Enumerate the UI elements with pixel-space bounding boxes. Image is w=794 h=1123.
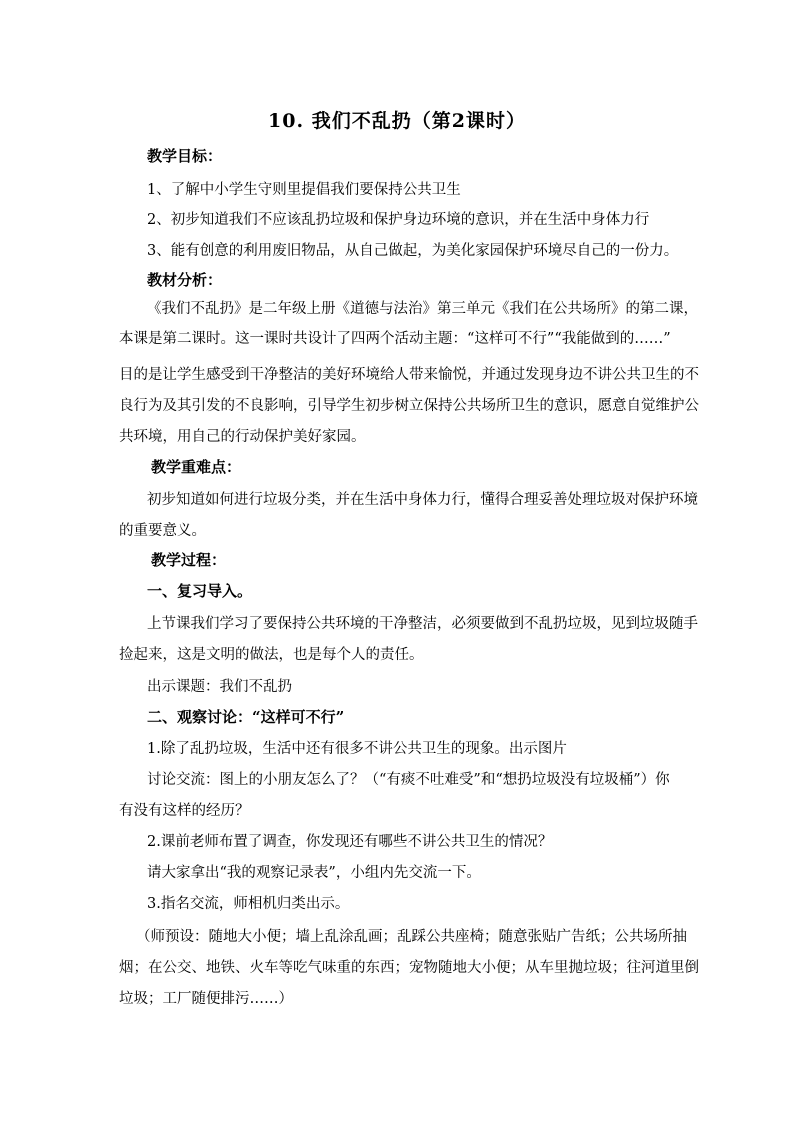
goal-item: 2、初步知道我们不应该乱扔垃圾和保护身边环境的意识，并在生活中身体力行: [147, 212, 650, 228]
analysis-line: 本课是第二课时。这一课时共设计了四两个活动主题：“这样可不行”“我能做到的……”: [119, 331, 671, 347]
section1-line: 上节课我们学习了要保持公共环境的干净整洁，必须要做到不乱扔垃圾，见到垃圾随手: [147, 616, 698, 632]
analysis-heading: 教材分析：: [147, 271, 223, 289]
key-points-heading: 教学重难点：: [151, 458, 242, 476]
section2-line: 3.指名交流，师相机归类出示。: [147, 896, 350, 912]
goal-item: 1、了解中小学生守则里提倡我们要保持公共卫生: [147, 182, 461, 198]
section2-heading: 二、观察讨论：“这样可不行”: [147, 708, 345, 726]
key-points-line: 的重要意义。: [119, 523, 206, 539]
section2-line: 2.课前老师布置了调查，你发现还有哪些不讲公共卫生的情况？: [147, 834, 553, 850]
analysis-line: 《我们不乱扔》是二年级上册《道德与法治》第三单元《我们在公共场所》的第二课，: [147, 301, 698, 317]
section2-line: 有没有这样的经历？: [119, 803, 250, 819]
document-title: 10. 我们不乱扔（第2课时）: [268, 110, 526, 132]
section1-heading: 一、复习导入。: [147, 582, 253, 600]
section2-line: 垃圾；工厂随便排污……）: [119, 991, 293, 1007]
process-heading: 教学过程：: [151, 551, 227, 569]
analysis-line: 目的是让学生感受到干净整洁的美好环境给人带来愉悦，并通过发现身边不讲公共卫生的不: [119, 367, 699, 383]
section2-line: （师预设：随地大小便；墙上乱涂乱画；乱踩公共座椅；随意张贴广告纸；公共场所抽: [136, 929, 687, 945]
section2-line: 请大家拿出“我的观察记录表”，小组内先交流一下。: [147, 865, 481, 881]
section2-line: 讨论交流：图上的小朋友怎么了？（“有痰不吐难受”和“想扔垃圾没有垃圾桶”）你: [147, 772, 670, 788]
key-points-line: 初步知道如何进行垃圾分类，并在生活中身体力行，懂得合理妥善处理垃圾对保护环境: [147, 492, 698, 508]
analysis-line: 共环境，用自己的行动保护美好家园。: [119, 429, 366, 445]
goals-heading: 教学目标：: [147, 147, 223, 165]
section2-line: 1.除了乱扔垃圾，生活中还有很多不讲公共卫生的现象。出示图片: [147, 741, 567, 757]
section1-line: 出示课题：我们不乱扔: [147, 679, 292, 695]
analysis-line: 良行为及其引发的不良影响，引导学生初步树立保持公共场所卫生的意识，愿意自觉维护公: [119, 398, 699, 414]
section1-line: 捡起来，这是文明的做法，也是每个人的责任。: [119, 647, 424, 663]
goal-item: 3、能有创意的利用废旧物品，从自己做起，为美化家园保护环境尽自己的一份力。: [147, 243, 679, 259]
section2-line: 烟；在公交、地铁、火车等吃气味重的东西；宠物随地大小便；从车里抛垃圾；往河道里倒: [119, 960, 699, 976]
